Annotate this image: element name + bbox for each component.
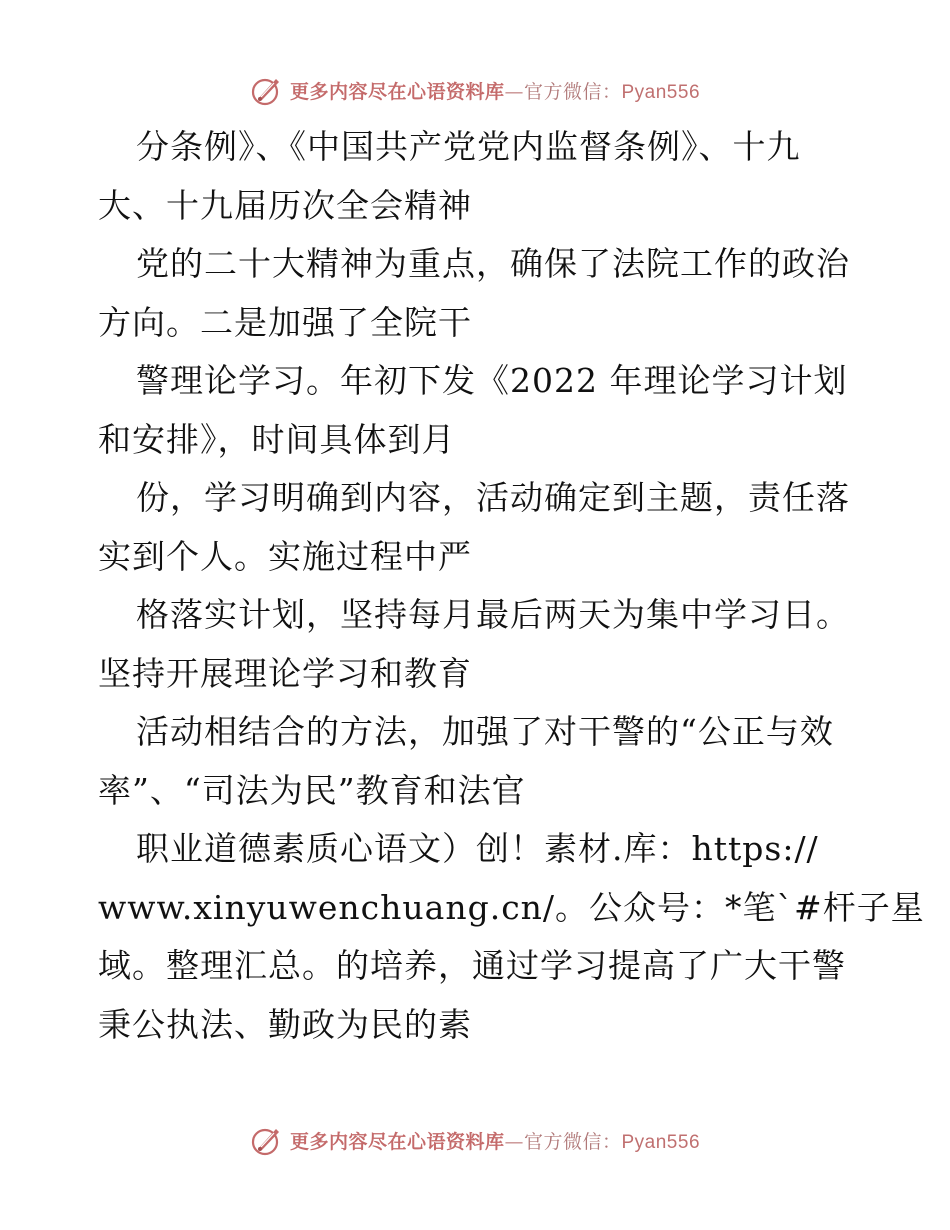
banner-site-name: 更多内容尽在心语资料库 [289,80,505,103]
footer-banner [0,1120,950,1160]
paragraph-line: 分条例》、《中国共产党党内监督条例》、十九 [136,127,801,166]
paragraph-line: 党的二十大精神为重点，确保了法院工作的政治 [136,244,850,283]
paragraph-line: 大、十九届历次全会精神 [98,185,472,225]
paragraph-line: 和安排》，时间具体到月 [98,419,456,459]
paragraph-line: 警理论学习。年初下发《2022 年理论学习计划 [136,361,848,400]
paragraph-line: 域。整理汇总。的培养，通过学习提高了广大干警 [98,946,846,985]
banner-dash: — [504,80,524,103]
quill-logo-icon [250,1123,284,1157]
banner-wechat-id: Pyan556 [621,81,701,103]
banner-wechat-label: 官方微信： [523,1130,622,1153]
paragraph-line: 活动相结合的方法，加强了对干警的“公正与效 [136,712,834,751]
banner-wechat-id: Pyan556 [621,1131,701,1153]
paragraph-line: 份，学习明确到内容，活动确定到主题，责任落 [136,478,850,517]
banner-text [290,77,700,104]
body-text [98,118,925,1054]
header-banner [0,70,950,110]
paragraph-line: www.xinyuwenchuang.cn/。公众号：*笔`#杆子星 [98,887,925,927]
banner-wechat-label: 官方微信： [523,80,622,103]
paragraph-line: 坚持开展理论学习和教育 [98,653,472,693]
banner-site-name: 更多内容尽在心语资料库 [289,1130,505,1153]
banner-text [290,1127,700,1154]
paragraph-line: 方向。二是加强了全院干 [98,302,472,342]
paragraph-line: 率”、“司法为民”教育和法官 [98,770,526,810]
quill-logo-icon [250,73,284,107]
banner-dash: — [504,1130,524,1153]
paragraph-line: 秉公执法、勤政为民的素 [98,1004,472,1044]
paragraph-line: 职业道德素质心语文）创！素材.库：https:// [136,829,819,868]
paragraph-line: 实到个人。实施过程中严 [98,536,472,576]
paragraph-line: 格落实计划，坚持每月最后两天为集中学习日。 [136,595,850,634]
